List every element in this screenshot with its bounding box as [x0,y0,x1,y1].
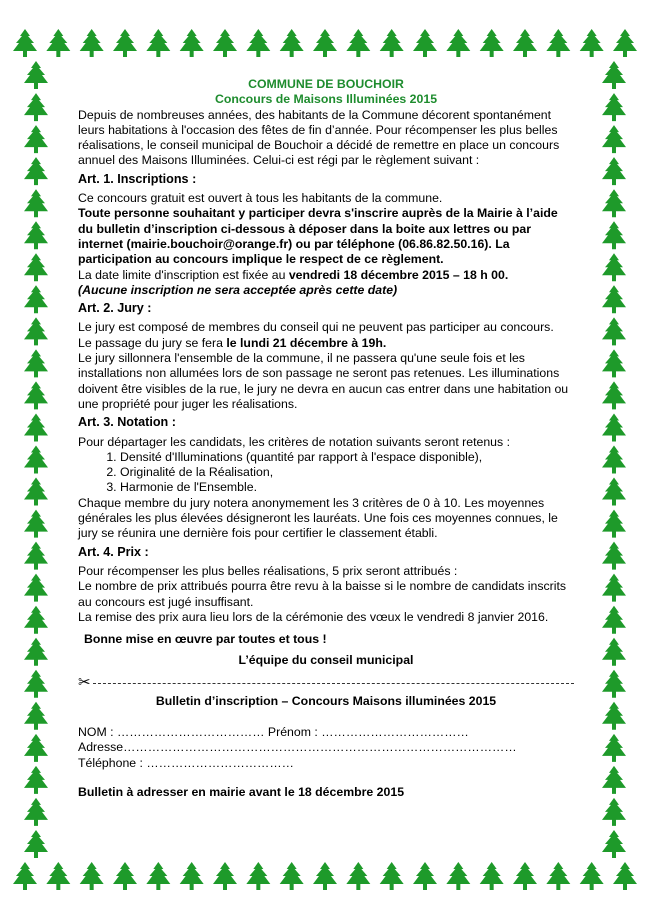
tree-icon [602,638,626,666]
tree-icon [602,446,626,474]
tree-icon [602,285,626,313]
tree-icon [613,862,637,890]
tree-icon [24,61,48,89]
tree-icon [113,862,137,890]
tree-icon [213,29,237,57]
tree-icon [24,221,48,249]
tree-icon [602,253,626,281]
tree-icon [602,830,626,858]
tree-icon [313,862,337,890]
tree-icon [13,862,37,890]
art1-deadline: vendredi 18 décembre 2015 – 18 h 00. [288,267,509,282]
tree-icon [313,29,337,57]
tree-icon [80,29,104,57]
document-subtitle: Concours de Maisons Illuminées 2015 [214,92,438,107]
tree-icon [602,606,626,634]
tree-icon [24,766,48,794]
art4-p1: Pour récompenser les plus belles réalisations, 5 prix seront attribués : [78,563,458,578]
tree-icon [602,61,626,89]
tree-icon [24,93,48,121]
tree-icon [24,606,48,634]
criteria-item: 3. Harmonie de l'Ensemble. [120,480,574,495]
tree-icon [213,862,237,890]
tree-icon [180,862,204,890]
tree-icon [24,381,48,409]
cut-line [78,673,574,691]
tree-icon [24,125,48,153]
tree-icon [602,670,626,698]
tree-icon [246,862,270,890]
tree-icon [580,29,604,57]
tree-icon [380,862,404,890]
art2-p2 [78,336,574,351]
art2-jury-date: le lundi 21 décembre à 19h. [226,335,387,350]
tree-icon [46,862,70,890]
tree-icon [24,510,48,538]
tree-icon [24,670,48,698]
tree-icon [346,29,370,57]
tree-icon [24,702,48,730]
tree-icon [413,29,437,57]
signature: L’équipe du conseil municipal [238,653,414,668]
bulletin-title: Bulletin d’inscription – Concours Maisons illuminées 2015 [155,693,497,708]
art2-p3: Le jury sillonnera l'ensemble de la commune, il ne passera qu'une seule fois et les installations non allumées lors de son passage ne seront pas retenues. Les illuminations doivent être visibles de la rue, le jury ne devra en aucun cas entrer dans une habitation ou une propriété pour juger les réalisations. [78,351,569,411]
art1-p1: Ce concours gratuit est ouvert à tous les habitants de la commune. [78,191,443,206]
tree-icon [602,702,626,730]
tree-icon [613,29,637,57]
tree-icon [24,285,48,313]
tree-icon [146,862,170,890]
tree-icon [246,29,270,57]
art1-p3-text: La date limite d'inscription est fixée au [78,267,289,282]
tree-icon [24,638,48,666]
tree-icon [602,221,626,249]
art1-p4: (Aucune inscription ne sera acceptée après cette date) [78,282,398,297]
art2-heading: Art. 2. Jury : [78,301,152,316]
tree-icon [546,862,570,890]
tree-icon [602,317,626,345]
tree-icon [602,413,626,441]
tree-icon [80,862,104,890]
criteria-item: 2. Originalité de la Réalisation, [120,465,574,480]
art1-heading: Art. 1. Inscriptions : [78,171,197,186]
tree-icon [602,157,626,185]
art2-p2-text: Le passage du jury se fera [78,335,227,350]
art3-p1: Pour départager les candidats, les critères de notation suivants seront retenus : [78,434,511,449]
criteria-list [78,450,574,496]
tree-icon [380,29,404,57]
scissors-icon: ✂ [78,673,91,691]
tree-icon [24,542,48,570]
tree-icon [413,862,437,890]
tree-icon [24,734,48,762]
tree-icon [602,349,626,377]
tree-icon [24,478,48,506]
tree-icon [46,29,70,57]
art4-p2: Le nombre de prix attribués pourra être revu à la baisse si le nombre de candidats inscrits au concours est jugé insuffisant. [78,579,567,609]
tree-icon [602,125,626,153]
tree-icon [602,734,626,762]
intro-paragraph: Depuis de nombreuses années, des habitants de la Commune décorent spontanément leurs habitations à l'occasion des fêtes de fin d’année. Pour récompenser les plus belles réalisations, le conseil municipal de Bouchoir a décidé de remettre en place un concours annuel des Maisons Illuminées. Celui-ci est régi par le règlement suivant : [78,107,560,168]
tree-icon [24,574,48,602]
tree-icon [602,542,626,570]
tree-icon [24,413,48,441]
form-phone-line: Téléphone : ……………………………… [78,755,294,770]
tree-icon [24,253,48,281]
tree-icon [113,29,137,57]
closing-line: Bonne mise en œuvre par toutes et tous ! [84,632,327,647]
criteria-item: 1. Densité d'Illuminations (quantité par rapport à l'espace disponible), [120,450,574,465]
form-address-line: Adresse…………………………………………………………………………………… [78,740,517,755]
bulletin-footer: Bulletin à adresser en mairie avant le 18 décembre 2015 [78,784,405,799]
tree-icon [24,157,48,185]
tree-icon [446,862,470,890]
tree-icon [602,574,626,602]
tree-icon [24,349,48,377]
tree-icon [580,862,604,890]
tree-icon [513,862,537,890]
art1-p2: Toute personne souhaitant y participer devra s'inscrire auprès de la Mairie à l’aide du bulletin d’inscription ci-dessous à déposer dans la boite aux lettres ou par internet (mairie.bouchoir@orange.fr) ou par téléphone (06.86.82.50.16). La participation au concours implique le respect de ce règlement. [78,206,558,267]
tree-icon [13,29,37,57]
tree-icon [280,862,304,890]
tree-icon [602,189,626,217]
art1-p3 [78,268,574,283]
tree-icon [346,862,370,890]
tree-icon [480,29,504,57]
tree-icon [602,381,626,409]
tree-icon [446,29,470,57]
form-name-line: NOM : ……………………………… Prénom : ……………………………… [78,724,469,739]
tree-icon [513,29,537,57]
document-title: COMMUNE DE BOUCHOIR [248,77,404,91]
art3-heading: Art. 3. Notation : [78,415,176,430]
tree-icon [602,510,626,538]
tree-icon [24,830,48,858]
dashed-divider [93,683,574,684]
tree-icon [602,798,626,826]
art3-p2: Chaque membre du jury notera anonymement les 3 critères de 0 à 10. Les moyennes générales les plus élevées désigneront les lauréats. Une fois ces moyennes connues, le jury se réunira une dernière fois pour certifier le classement établi. [78,495,558,541]
art2-p1: Le jury est composé de membres du conseil qui ne peuvent pas participer au concours. [78,320,554,335]
tree-icon [280,29,304,57]
tree-icon [180,29,204,57]
tree-icon [546,29,570,57]
tree-icon [602,93,626,121]
tree-icon [24,446,48,474]
tree-icon [480,862,504,890]
tree-icon [602,478,626,506]
tree-icon [602,766,626,794]
tree-icon [24,189,48,217]
art4-p3: La remise des prix aura lieu lors de la cérémonie des vœux le vendredi 8 janvier 2016. [78,609,549,624]
art4-heading: Art. 4. Prix : [78,544,149,559]
tree-icon [146,29,170,57]
document-body [78,77,574,800]
tree-icon [24,798,48,826]
tree-icon [24,317,48,345]
